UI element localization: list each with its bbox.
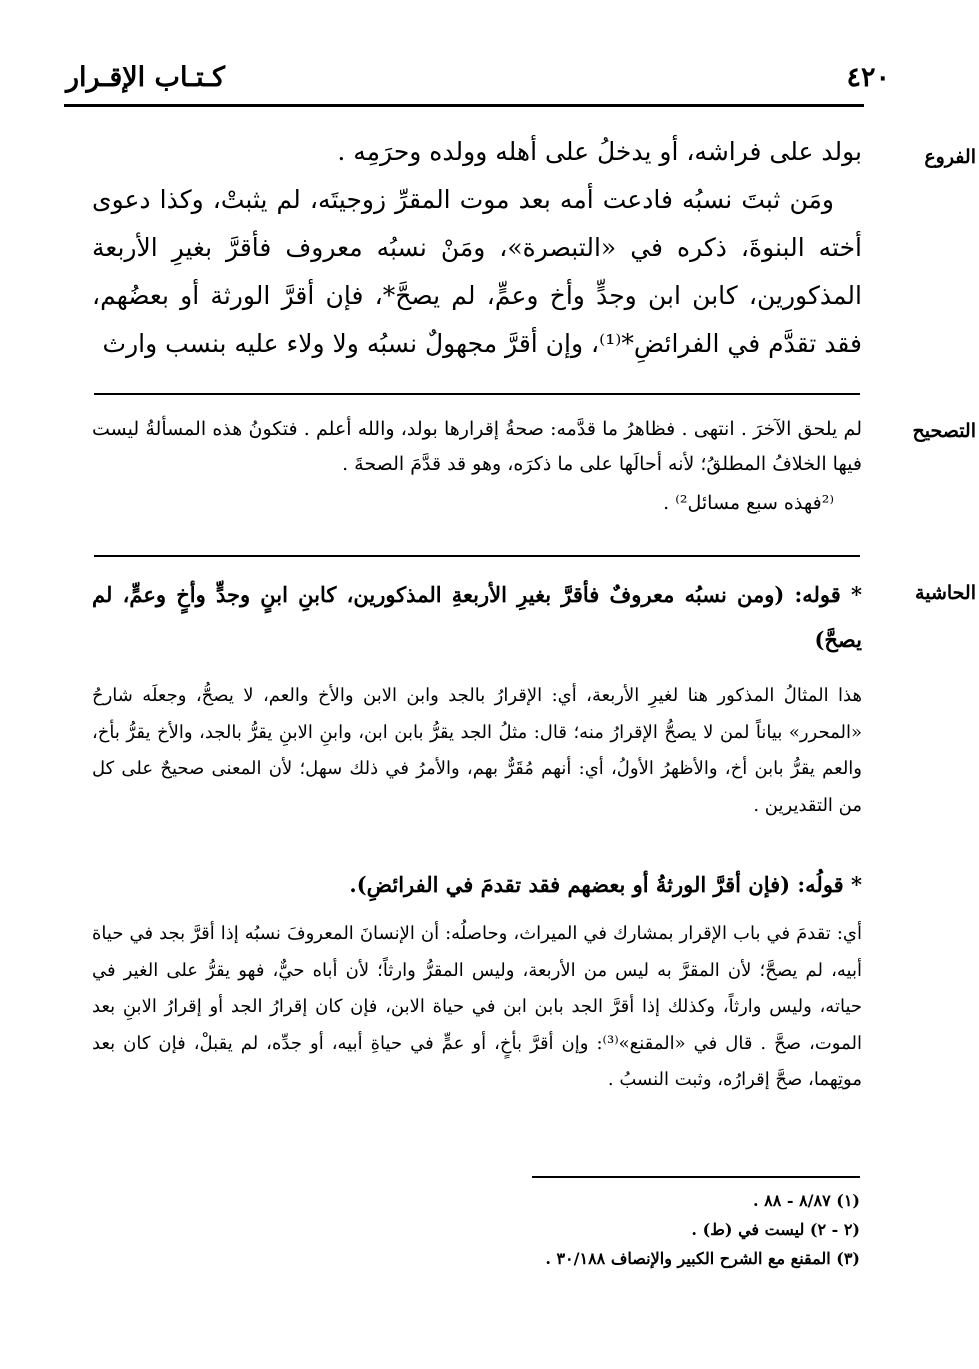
side-label-furu: الفروع xyxy=(924,146,976,168)
hashiya-commentary-text: أي: تقدمَ في باب الإقرار بمشارك في الميراث، وحاصلُه: أن الإنسانَ المعروفَ نسبُه إذا أقرَّ بجد في حياة أبيه، لم يصحَّ؛ لأن المقرَّ به ليس من الأربعة، وليس المقرُّ وارثاً؛ لأن أباه حيٌّ، فهو يقرُّ على الغير في حياته، وليس وارثاً، وكذلك إذا أقرَّ الجد بابن ابن في حياة الابن، فإن كان إقرارُ الجد أو إقرارُ الابنِ بعد الموت، صحَّ . قال في «المقنع»⁽³⁾: وإن أقرَّ بأخٍ، أو عمٍّ في حياةِ أبيه، أو جدِّه، لم يقبلْ، فإن كان بعد موتِهما، صحَّ إقرارُه، وثبت النسبُ . xyxy=(92,923,862,1090)
hashiya-quote-text: * قوله: (ومن نسبُه معروفٌ فأقرَّ بغيرِ الأربعةِ المذكورين، كابنِ ابنٍ وجدٍّ وأخٍ وعمٍّ، لم يصحَّ) xyxy=(92,582,862,652)
footnote: (٢ - ٢) ليست في (ط) . xyxy=(691,1220,860,1239)
header-rule xyxy=(64,104,864,107)
main-text-paragraph: ومَن ثبتَ نسبُه فادعت أمه بعد موت المقرِّ زوجيتَه، لم يثبتْ، وكذا دعوى أخته البنوةَ، ذكره في «التبصرة»، ومَنْ نسبُه معروف فأقرَّ بغيرِ الأربعة المذكورين، كابن ابن وجدٍّ وأخ وعمٍّ، لم يصحَّ*، فإن أقرَّ الورثة أو بعضُهم، فقد تقدَّم في الفرائضِ*⁽¹⁾، وإن أقرَّ مجهولٌ نسبُه ولا ولاء عليه بنسب وارث xyxy=(92,185,862,358)
hashiya-quote-text: * قولُه: (فإن أقرَّ الورثةُ أو بعضهم فقد تقدمَ في الفرائضِ). xyxy=(349,872,862,897)
footnotes xyxy=(300,1186,860,1273)
hashiya-quote xyxy=(92,862,862,907)
footnote-rule xyxy=(532,1176,860,1178)
hashiya-commentary xyxy=(92,678,862,824)
running-header-title: كـتـاب الإقـرار xyxy=(66,62,226,93)
footnote: (٣) المقنع مع الشرح الكبير والإنصاف ٣٠/١٨٨ . xyxy=(545,1249,860,1268)
side-label-tashih: التصحيح xyxy=(912,420,976,442)
section-divider xyxy=(94,393,860,395)
footnote: (١) ٨/٨٧ - ٨٨ . xyxy=(752,1191,860,1210)
page-number: ٤٢٠ xyxy=(846,62,890,93)
main-text xyxy=(92,128,862,368)
hashiya-commentary-text: هذا المثالُ المذكور هنا لغيرِ الأربعة، أي: الإقرارُ بالجد وابن الابن والأخ والعم، لا يصحُّ، وجعلَه شارحُ «المحرر» بياناً لمن لا يصحُّ الإقرارُ منه؛ قال: مثلُ الجد يقرُّ بابن ابن، وابنِ الابنِ يقرُّ بالجد، والأخ يقرُّ بأخ، والعم يقرُّ بابن أخ، والأظهرُ الأولُ، أي: أنهم مُقَرٌّ بهم، والأمرُ في ذلك سهل؛ لأن المعنى صحيحٌ على كل من التقديرين . xyxy=(92,685,862,816)
main-text-line: بولد على فراشه، أو يدخلُ على أهله وولده وحرَمِه . xyxy=(337,137,862,166)
hashiya-quote xyxy=(92,572,862,662)
section-divider xyxy=(94,555,860,557)
hashiya-commentary xyxy=(92,916,862,1099)
tashih-paragraph: ⁽²فهذه سبع مسائل²⁾ . xyxy=(663,492,834,514)
side-label-hashiya: الحاشية xyxy=(915,582,976,604)
tashih-text xyxy=(92,412,862,521)
tashih-paragraph: لم يلحق الآخرَ . انتهى . فظاهرُ ما قدَّمه: صحةُ إقرارها بولد، والله أعلم . فتكونُ هذه المسألةُ ليست فيها الخلافُ المطلقُ؛ لأنه أحالَها على ما ذكرَه، وهو قد قدَّمَ الصحةَ . xyxy=(92,418,862,475)
